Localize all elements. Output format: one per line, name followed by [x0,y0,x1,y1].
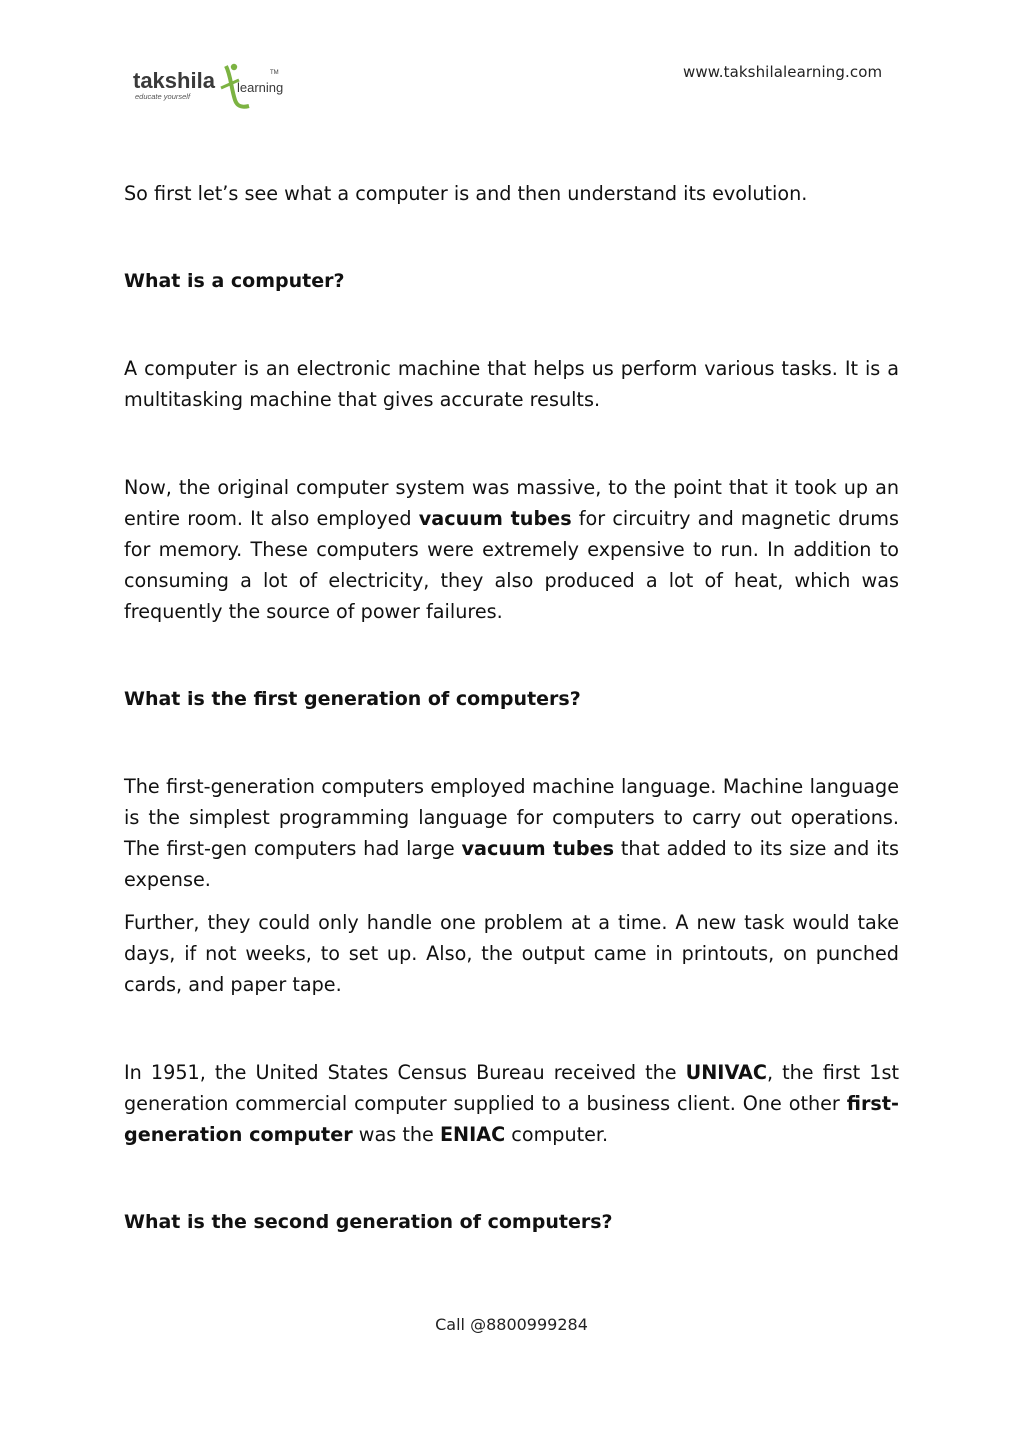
paragraph-original-computer: Now, the original computer system was massive, to the point that it took up an entire room. It also employed vacuum tubes for circuitry and magnetic drums for memory. These computers were extremely expensive to run. In addition to consuming a lot of electricity, they also produced a lot of heat, which was frequently the source of power failures. [124,476,899,623]
bold-eniac: ENIAC [439,1123,506,1146]
heading-second-generation: What is the second generation of computers? [124,1211,613,1233]
site-url[interactable]: www.takshilalearning.com [683,63,883,81]
svg-text:takshila: takshila [133,68,215,93]
paragraph-computer-definition: A computer is an electronic machine that helps us perform various tasks. It is a multitasking machine that gives accurate results. [124,357,899,411]
bold-vacuum-tubes: vacuum tubes [418,507,572,530]
takshila-logo [131,58,291,110]
heading-first-generation: What is the first generation of computers? [124,688,581,710]
paragraph-univac: In 1951, the United States Census Bureau received the UNIVAC, the first 1st generation commercial computer supplied to a business client. One other first-generation computer was the ENIAC computer. [124,1061,900,1146]
svg-text:educate yourself: educate yourself [135,92,191,101]
heading-what-is-computer: What is a computer? [124,270,345,292]
bold-univac: UNIVAC [685,1061,767,1084]
bold-vacuum-tubes-2: vacuum tubes [461,837,615,860]
paragraph-further: Further, they could only handle one problem at a time. A new task would take days, if not weeks, to set up. Also, the output came in printouts, on punched cards, and paper tape. [124,911,899,996]
paragraph-first-generation: The first-generation computers employed machine language. Machine language is the simplest programming language for computers to carry out operations. The first-gen computers had large vacuum tubes that added to its size and its expense. [124,775,899,891]
svg-text:learning: learning [237,80,284,95]
bold-first-gen-computer: first-generation computer [124,1092,899,1146]
intro-paragraph: So first let’s see what a computer is and then understand its evolution. [124,182,808,205]
footer-call[interactable]: Call @8800999284 [435,1315,588,1334]
svg-text:TM: TM [270,70,279,76]
